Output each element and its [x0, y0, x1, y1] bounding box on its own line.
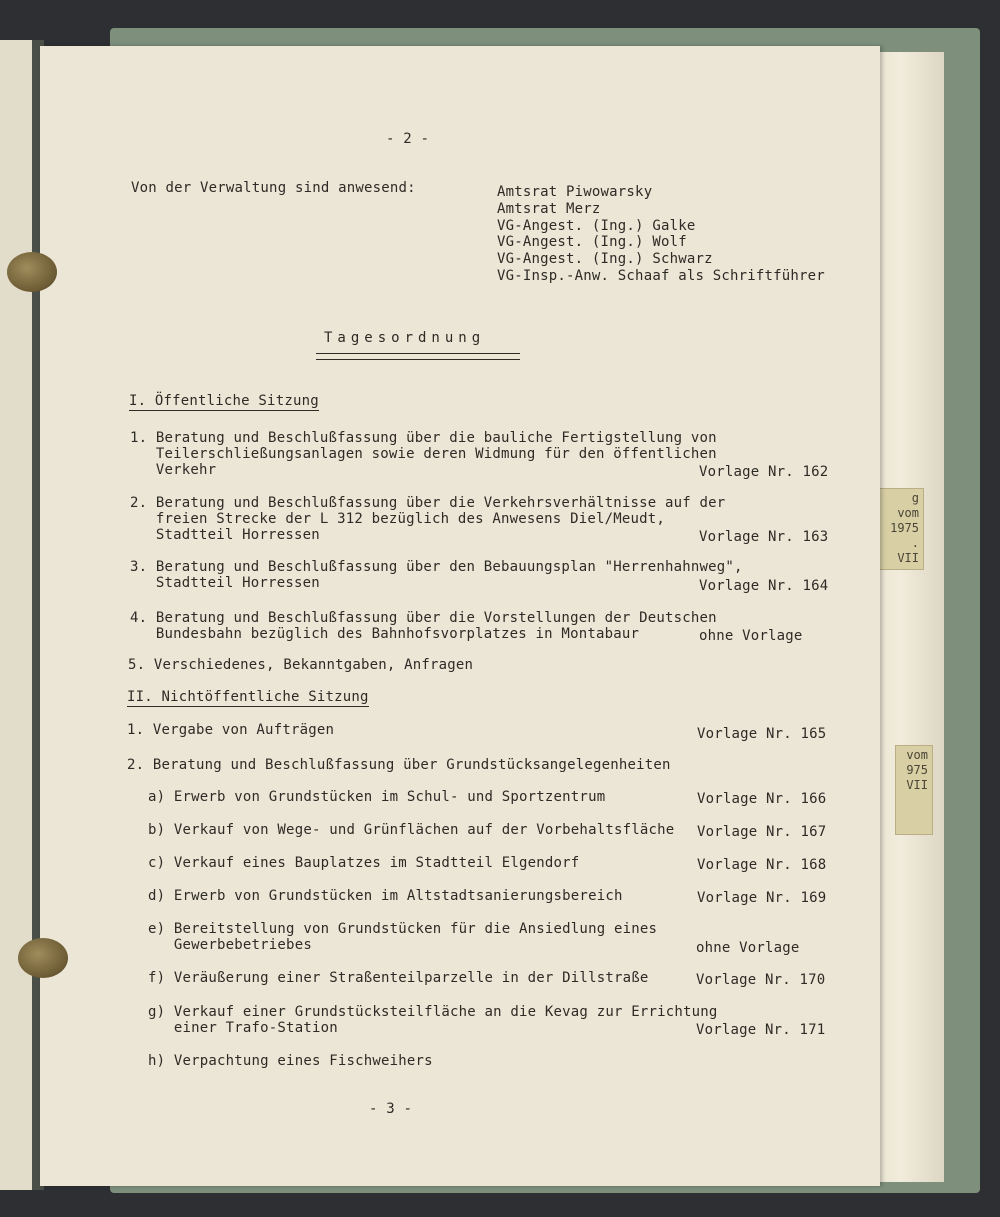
page-number-top: - 2 - [386, 131, 430, 147]
agenda-item-text: 1. Vergabe von Aufträgen [127, 722, 335, 738]
agenda-subitem-text: d) Erwerb von Grundstücken im Altstadtsanierungsbereich [148, 888, 623, 904]
tab-2-line: vom [906, 748, 928, 762]
tab-2-line: VII [906, 778, 928, 792]
agenda-subitem-text: c) Verkauf eines Bauplatzes im Stadtteil Elgendorf [148, 855, 580, 871]
agenda-subitem-text: f) Veräußerung einer Straßenteilparzelle in der Dillstraße [148, 970, 649, 986]
page-number-bottom: - 3 - [369, 1101, 413, 1117]
staff-name: VG-Insp.-Anw. Schaaf als Schriftführer [497, 268, 825, 284]
agenda-subitem-ref: Vorlage Nr. 169 [697, 890, 827, 906]
agenda-subitem-text: einer Trafo-Station [148, 1020, 338, 1036]
agenda-title: Tagesordnung [324, 330, 486, 346]
tab-2-line: 975 [906, 763, 928, 777]
agenda-subitem-text: Gewerbebetriebes [148, 937, 312, 953]
agenda-subitem-ref: Vorlage Nr. 171 [696, 1022, 826, 1038]
agenda-item-ref: Vorlage Nr. 162 [699, 464, 829, 480]
agenda-item-ref: Vorlage Nr. 164 [699, 578, 829, 594]
index-tab-1 [878, 488, 924, 570]
staff-label: Von der Verwaltung sind anwesend: [131, 180, 416, 196]
agenda-item-text: Stadtteil Horressen [130, 527, 320, 543]
agenda-subitem-text: e) Bereitstellung von Grundstücken für die Ansiedlung eines [148, 921, 658, 937]
index-tab-2 [895, 745, 933, 835]
title-double-underline [316, 353, 520, 360]
agenda-item-text: 5. Verschiedenes, Bekanntgaben, Anfragen [128, 657, 474, 673]
agenda-item-text: Teilerschließungsanlagen sowie deren Widmung für den öffentlichen [130, 446, 717, 462]
agenda-subitem-ref: Vorlage Nr. 167 [697, 824, 827, 840]
agenda-item-text: Bundesbahn bezüglich des Bahnhofsvorplatzes in Montabaur [130, 626, 640, 642]
agenda-item-ref: ohne Vorlage [699, 628, 803, 644]
staff-name: Amtsrat Piwowarsky [497, 184, 653, 200]
agenda-item-text: 2. Beratung und Beschlußfassung über Grundstücksangelegenheiten [127, 757, 671, 773]
agenda-item-ref: Vorlage Nr. 165 [697, 726, 827, 742]
agenda-subitem-ref: ohne Vorlage [696, 940, 800, 956]
left-page-edge [0, 40, 33, 1190]
agenda-item-text: freien Strecke der L 312 bezüglich des Anwesens Diel/Meudt, [130, 511, 665, 527]
agenda-item-text: Verkehr [130, 462, 217, 478]
agenda-item-text: Stadtteil Horressen [130, 575, 320, 591]
staff-name: Amtsrat Merz [497, 201, 601, 217]
agenda-subitem-ref: Vorlage Nr. 166 [697, 791, 827, 807]
agenda-item-text: 4. Beratung und Beschlußfassung über die Vorstellungen der Deutschen [130, 610, 717, 626]
agenda-item-text: 3. Beratung und Beschlußfassung über den Bebauungsplan "Herrenhahnweg", [130, 559, 743, 575]
staff-name: VG-Angest. (Ing.) Galke [497, 218, 696, 234]
agenda-subitem-ref: Vorlage Nr. 168 [697, 857, 827, 873]
binder-ring-top [7, 252, 57, 292]
tab-1-line: g vom [897, 491, 919, 520]
staff-name: VG-Angest. (Ing.) Schwarz [497, 251, 713, 267]
agenda-item-ref: Vorlage Nr. 163 [699, 529, 829, 545]
agenda-subitem-text: h) Verpachtung eines Fischweihers [148, 1053, 433, 1069]
tab-1-line: . VII [897, 536, 919, 565]
page-stack [872, 52, 944, 1182]
agenda-subitem-text: a) Erwerb von Grundstücken im Schul- und Sportzentrum [148, 789, 606, 805]
staff-name: VG-Angest. (Ing.) Wolf [497, 234, 687, 250]
agenda-subitem-text: b) Verkauf von Wege- und Grünflächen auf der Vorbehaltsfläche [148, 822, 675, 838]
agenda-item-text: 2. Beratung und Beschlußfassung über die Verkehrsverhältnisse auf der [130, 495, 726, 511]
section-1-heading: I. Öffentliche Sitzung [129, 393, 319, 409]
agenda-subitem-ref: Vorlage Nr. 170 [696, 972, 826, 988]
tab-1-line: 1975 [890, 521, 919, 535]
section-2-heading: II. Nichtöffentliche Sitzung [127, 689, 369, 705]
agenda-subitem-text: g) Verkauf einer Grundstücksteilfläche an die Kevag zur Errichtung [148, 1004, 718, 1020]
binder-ring-bottom [18, 938, 68, 978]
agenda-item-text: 1. Beratung und Beschlußfassung über die bauliche Fertigstellung von [130, 430, 717, 446]
